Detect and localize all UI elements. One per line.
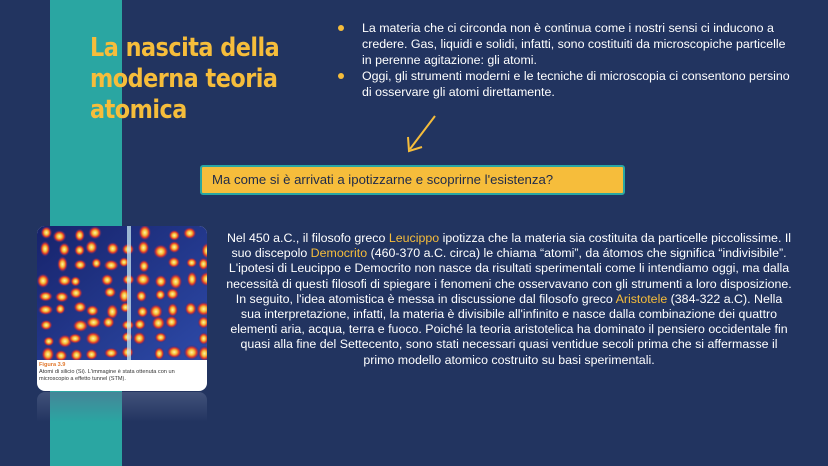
highlight-democrito: Democrito (310, 246, 368, 261)
question-callout: Ma come si è arrivati a ipotizzarne e scoprirne l'esistenza? (200, 165, 625, 195)
atom-blob (37, 274, 50, 288)
atom-blob (167, 303, 178, 317)
figure-caption-text: Atomi di silicio (Si). L'immagine è stata ottenuta con un microscopio a effetto tunnel (STM). (39, 369, 175, 382)
atom-blob (85, 349, 98, 360)
figure-caption (39, 362, 205, 383)
atom-blob (53, 230, 67, 242)
atom-blob (153, 244, 168, 258)
atom-blob (169, 230, 181, 241)
paragraph-aristotele (226, 292, 792, 368)
text-segment: In seguito, l'idea atomistica è messa in discussione dal filosofo greco (235, 291, 616, 306)
text-segment: (384-322 a.C). Nella sua interpretazione, infatti, la materia è divisibile all'infinito e nasce dalla combinazione dei quattro elementi aria, acqua, terra e fuoco. Poiché la teoria aristotelica ha dominato il pensiero occidentale fin quasi alla fine del Settecento, sono stati necessari quasi ventidue secoli prima che si affermasse il primo modello atomico costruito su basi sperimentali. (230, 291, 788, 367)
atom-blob (104, 260, 119, 271)
atom-blob (168, 257, 180, 268)
text-segment: ipotizza che la materia sia costituita da particelle piccolissime. Il suo discepolo (231, 231, 792, 261)
atom-blob (85, 332, 101, 346)
atom-blob (86, 305, 99, 316)
atom-blob (70, 276, 80, 286)
atom-blob (73, 320, 89, 333)
atom-blob (135, 273, 150, 287)
atom-blob (137, 306, 149, 318)
atom-blob (68, 333, 82, 343)
atom-blob (104, 348, 118, 359)
atom-blob (57, 256, 68, 272)
title-line-1: La nascita della (90, 33, 280, 63)
atom-blob (155, 275, 167, 288)
atom-blob (88, 226, 101, 239)
atom-blob (74, 245, 85, 256)
text-segment: Nel 450 a.C., il filosofo greco (226, 231, 389, 245)
atom-blob (101, 274, 114, 286)
atom-blob (186, 258, 197, 268)
atom-blob (165, 316, 178, 329)
atom-blob (40, 320, 52, 331)
atom-blob (183, 227, 196, 239)
atom-blob (58, 275, 72, 287)
stm-figure-card (37, 226, 207, 391)
atom-blob (102, 316, 114, 328)
figure-reflection (37, 392, 207, 422)
atom-blob (139, 260, 150, 273)
atom-blob (85, 240, 97, 254)
atom-blob (74, 260, 87, 271)
paragraph-ipotesi: L'ipotesi di Leucippo e Democrito non nasce da risultati sperimentali come li intendiamo oggi, ma dalla necessità di questi filosofi di spiegare i fenomeni che osservavano con gli strumenti a loro disposizione. (226, 261, 792, 291)
highlight-aristotele: Aristotele (615, 291, 668, 306)
atom-blob (155, 332, 167, 342)
bullet-dot-icon (338, 73, 344, 79)
atom-blob (133, 332, 146, 345)
atom-blob (167, 346, 182, 359)
bullet-item (338, 68, 798, 100)
atom-blob (40, 241, 50, 257)
title-line-3: atomica (90, 95, 187, 125)
slide-title (90, 33, 279, 126)
atom-blob (59, 243, 70, 257)
atom-blob (184, 345, 200, 360)
arrow-down-left-icon (403, 113, 439, 155)
atom-blob (74, 301, 87, 313)
atom-blob (69, 287, 82, 299)
atom-blob (168, 241, 180, 253)
text-segment: (460-370 a.C. circa) le chiama “atomi”, da átomos che significa “indivisibile”. (367, 246, 787, 261)
atom-blob (134, 319, 146, 330)
atom-blob (55, 292, 69, 303)
atom-blob (91, 258, 101, 269)
atom-blob (55, 304, 65, 315)
bullet-text: Oggi, gli strumenti moderni e le tecniche di microscopia ci consentono persino di osservare gli atomi direttamente. (362, 69, 790, 99)
atom-blob (39, 291, 53, 301)
atom-blob (152, 316, 166, 330)
history-text (226, 231, 792, 368)
paragraph-leucippo (226, 231, 792, 261)
intro-bullet-list (338, 20, 798, 100)
bullet-item (338, 20, 798, 68)
bullet-dot-icon (338, 25, 344, 31)
highlight-leucippo: Leucippo (388, 231, 440, 245)
atom-blob (86, 316, 101, 328)
atom-blob (185, 302, 197, 315)
atom-blob (41, 226, 52, 239)
atom-blob (155, 289, 166, 300)
atom-blob (166, 288, 179, 300)
atom-blob (138, 240, 150, 255)
figure-label: Figura 3.9 (39, 362, 66, 368)
atom-blob (169, 274, 182, 290)
atom-blob (38, 305, 53, 316)
silicon-atoms-stm-image (37, 226, 207, 360)
atom-blob (104, 287, 116, 298)
atom-blob (136, 290, 147, 302)
atom-blob (75, 229, 85, 242)
bullet-text: La materia che ci circonda non è continua come i nostri sensi ci inducono a credere. Gas, liquidi e solidi, infatti, sono costituiti da microscopiche particelle in perenne agitazione: gli atomi. (362, 21, 786, 67)
atom-blob (187, 271, 197, 287)
atom-blob (154, 347, 164, 360)
title-line-2: moderna teoria (90, 64, 278, 94)
atom-blob (106, 242, 119, 255)
atom-blob (43, 336, 54, 346)
